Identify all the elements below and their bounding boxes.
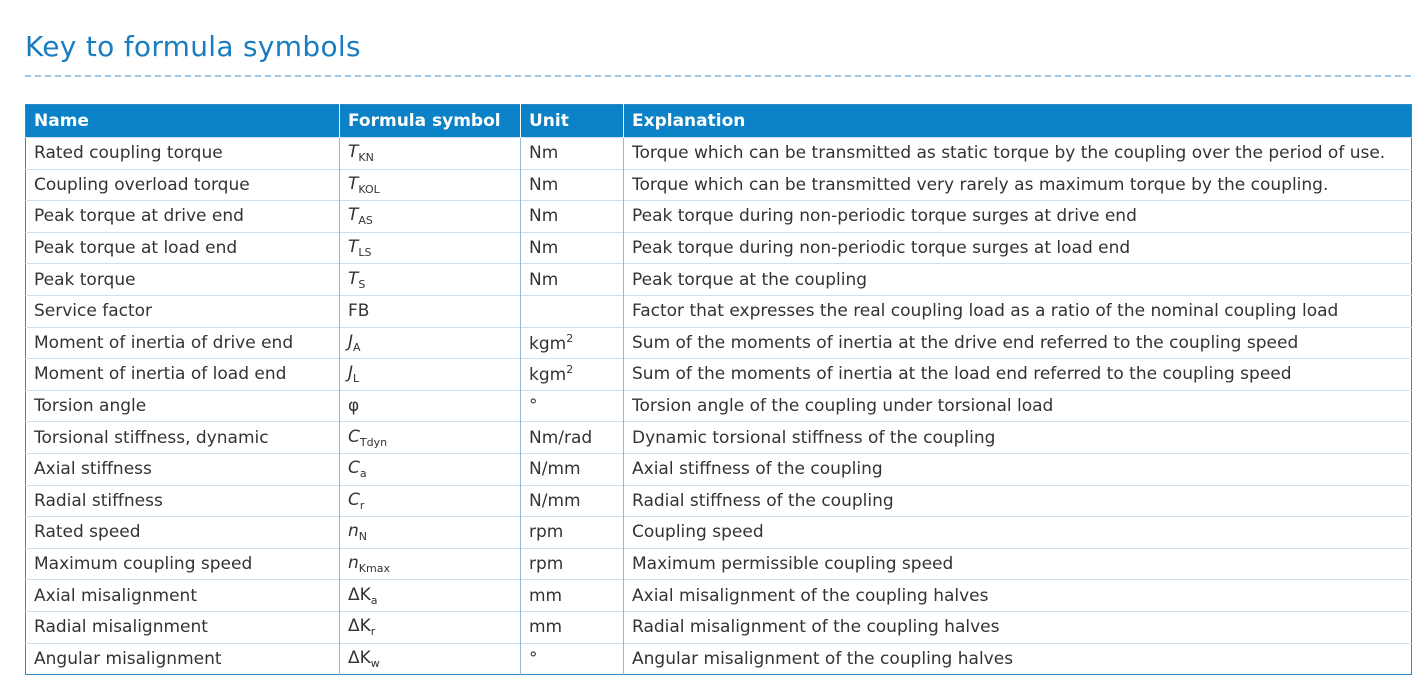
unit-superscript: 2 [566,363,574,377]
cell-explanation: Torque which can be transmitted very rarely as maximum torque by the coupling. [624,169,1412,201]
cell-unit [521,327,624,359]
symbol-main: T [348,237,359,258]
cell-unit [521,232,624,264]
symbol-subscript: KN [358,151,374,165]
cell-unit [521,548,624,580]
unit-text: Nm [529,143,559,164]
column-header-formula-symbol: Formula symbol [340,105,521,138]
cell-explanation: Radial stiffness of the coupling [624,485,1412,517]
symbol-subscript: N [358,530,368,544]
cell-unit [521,264,624,296]
cell-explanation: Coupling speed [624,517,1412,549]
cell-formula-symbol [340,138,521,170]
cell-unit [521,138,624,170]
cell-explanation: Peak torque at the coupling [624,264,1412,296]
page-title: Key to formula symbols [25,30,361,63]
table-header-row [26,105,1412,138]
symbol-subscript: A [353,340,361,354]
table-row [26,232,1412,264]
unit-text: mm [529,617,563,638]
table-row [26,169,1412,201]
unit-text: kgm [529,365,567,386]
table-body [26,138,1412,675]
column-header-explanation: Explanation [624,105,1412,138]
symbol-main: T [348,142,359,163]
cell-formula-symbol [340,327,521,359]
table-row [26,422,1412,454]
unit-text: rpm [529,522,564,543]
cell-unit [521,390,624,422]
table-row [26,485,1412,517]
cell-unit [521,201,624,233]
cell-formula-symbol [340,643,521,675]
cell-formula-symbol [340,422,521,454]
cell-unit [521,359,624,391]
symbol-subscript: a [370,593,378,607]
symbol-main: FB [348,301,370,322]
table-row [26,295,1412,327]
cell-name: Service factor [26,295,340,327]
unit-text: N/mm [529,459,581,480]
symbol-subscript: w [370,656,380,670]
cell-name: Radial misalignment [26,611,340,643]
table-row [26,327,1412,359]
cell-formula-symbol [340,359,521,391]
cell-explanation: Peak torque during non-periodic torque surges at load end [624,232,1412,264]
cell-name: Coupling overload torque [26,169,340,201]
symbol-main: J [348,363,354,384]
cell-name: Rated coupling torque [26,138,340,170]
cell-explanation: Sum of the moments of inertia at the load end referred to the coupling speed [624,359,1412,391]
cell-explanation: Torque which can be transmitted as static torque by the coupling over the period of use. [624,138,1412,170]
cell-formula-symbol [340,169,521,201]
cell-unit [521,580,624,612]
symbol-subscript: r [359,498,365,512]
cell-name: Torsion angle [26,390,340,422]
cell-explanation: Radial misalignment of the coupling halves [624,611,1412,643]
symbol-main: n [348,521,359,542]
cell-name: Moment of inertia of drive end [26,327,340,359]
cell-explanation: Factor that expresses the real coupling load as a ratio of the nominal coupling load [624,295,1412,327]
cell-name: Moment of inertia of load end [26,359,340,391]
cell-formula-symbol [340,548,521,580]
cell-name: Peak torque at load end [26,232,340,264]
cell-explanation: Sum of the moments of inertia at the drive end referred to the coupling speed [624,327,1412,359]
cell-unit [521,485,624,517]
unit-text: mm [529,585,563,606]
unit-text: ° [529,396,538,417]
symbol-subscript: Kmax [358,562,390,576]
table-row [26,548,1412,580]
symbol-main: ΔK [348,584,371,605]
cell-name: Rated speed [26,517,340,549]
unit-text: Nm [529,206,559,227]
symbol-main: C [348,489,360,510]
symbol-main: T [348,173,359,194]
unit-text: Nm [529,269,559,290]
cell-formula-symbol [340,264,521,296]
symbol-subscript: a [359,467,367,481]
symbol-subscript: AS [358,214,373,228]
symbol-main: C [348,426,360,447]
symbol-subscript: S [358,277,366,291]
unit-text: rpm [529,554,564,575]
table-row [26,580,1412,612]
cell-name: Maximum coupling speed [26,548,340,580]
cell-name: Angular misalignment [26,643,340,675]
unit-text: N/mm [529,490,581,511]
cell-unit [521,517,624,549]
cell-name: Axial stiffness [26,453,340,485]
table-row [26,201,1412,233]
symbol-subscript: LS [358,246,372,260]
formula-symbols-table [25,104,1412,675]
symbol-main: T [348,205,359,226]
table-row [26,138,1412,170]
symbol-main: φ [348,396,360,417]
cell-explanation: Torsion angle of the coupling under torsional load [624,390,1412,422]
symbol-main: T [348,268,359,289]
table-row [26,517,1412,549]
cell-unit [521,643,624,675]
cell-explanation: Peak torque during non-periodic torque surges at drive end [624,201,1412,233]
unit-text: Nm [529,174,559,195]
cell-name: Peak torque [26,264,340,296]
symbol-subscript: Tdyn [359,435,388,449]
cell-formula-symbol [340,485,521,517]
cell-formula-symbol [340,232,521,264]
cell-explanation: Axial stiffness of the coupling [624,453,1412,485]
unit-superscript: 2 [566,331,574,345]
table-row [26,453,1412,485]
symbol-subscript: KOL [358,182,380,196]
symbol-main: n [348,553,359,574]
symbol-main: ΔK [348,616,371,637]
cell-name: Torsional stiffness, dynamic [26,422,340,454]
unit-text: Nm/rad [529,427,593,448]
cell-explanation: Angular misalignment of the coupling halves [624,643,1412,675]
symbol-main: C [348,458,360,479]
cell-explanation: Maximum permissible coupling speed [624,548,1412,580]
cell-unit [521,422,624,454]
cell-formula-symbol [340,611,521,643]
table-row [26,264,1412,296]
symbol-subscript: L [353,372,360,386]
cell-formula-symbol [340,295,521,327]
cell-name: Axial misalignment [26,580,340,612]
table-row [26,390,1412,422]
dashed-divider [25,75,1411,77]
cell-unit [521,611,624,643]
column-header-unit: Unit [521,105,624,138]
symbol-main: ΔK [348,647,371,668]
symbol-subscript: r [370,625,376,639]
cell-formula-symbol [340,390,521,422]
cell-formula-symbol [340,580,521,612]
cell-formula-symbol [340,453,521,485]
cell-name: Peak torque at drive end [26,201,340,233]
cell-unit [521,453,624,485]
cell-explanation: Dynamic torsional stiffness of the coupling [624,422,1412,454]
table-row [26,359,1412,391]
symbol-main: J [348,331,354,352]
table-row [26,643,1412,675]
table-row [26,611,1412,643]
cell-explanation: Axial misalignment of the coupling halves [624,580,1412,612]
column-header-name: Name [26,105,340,138]
unit-text: ° [529,648,538,669]
cell-unit [521,295,624,327]
cell-name: Radial stiffness [26,485,340,517]
cell-formula-symbol [340,517,521,549]
cell-formula-symbol [340,201,521,233]
cell-unit [521,169,624,201]
unit-text: kgm [529,333,567,354]
unit-text: Nm [529,238,559,259]
